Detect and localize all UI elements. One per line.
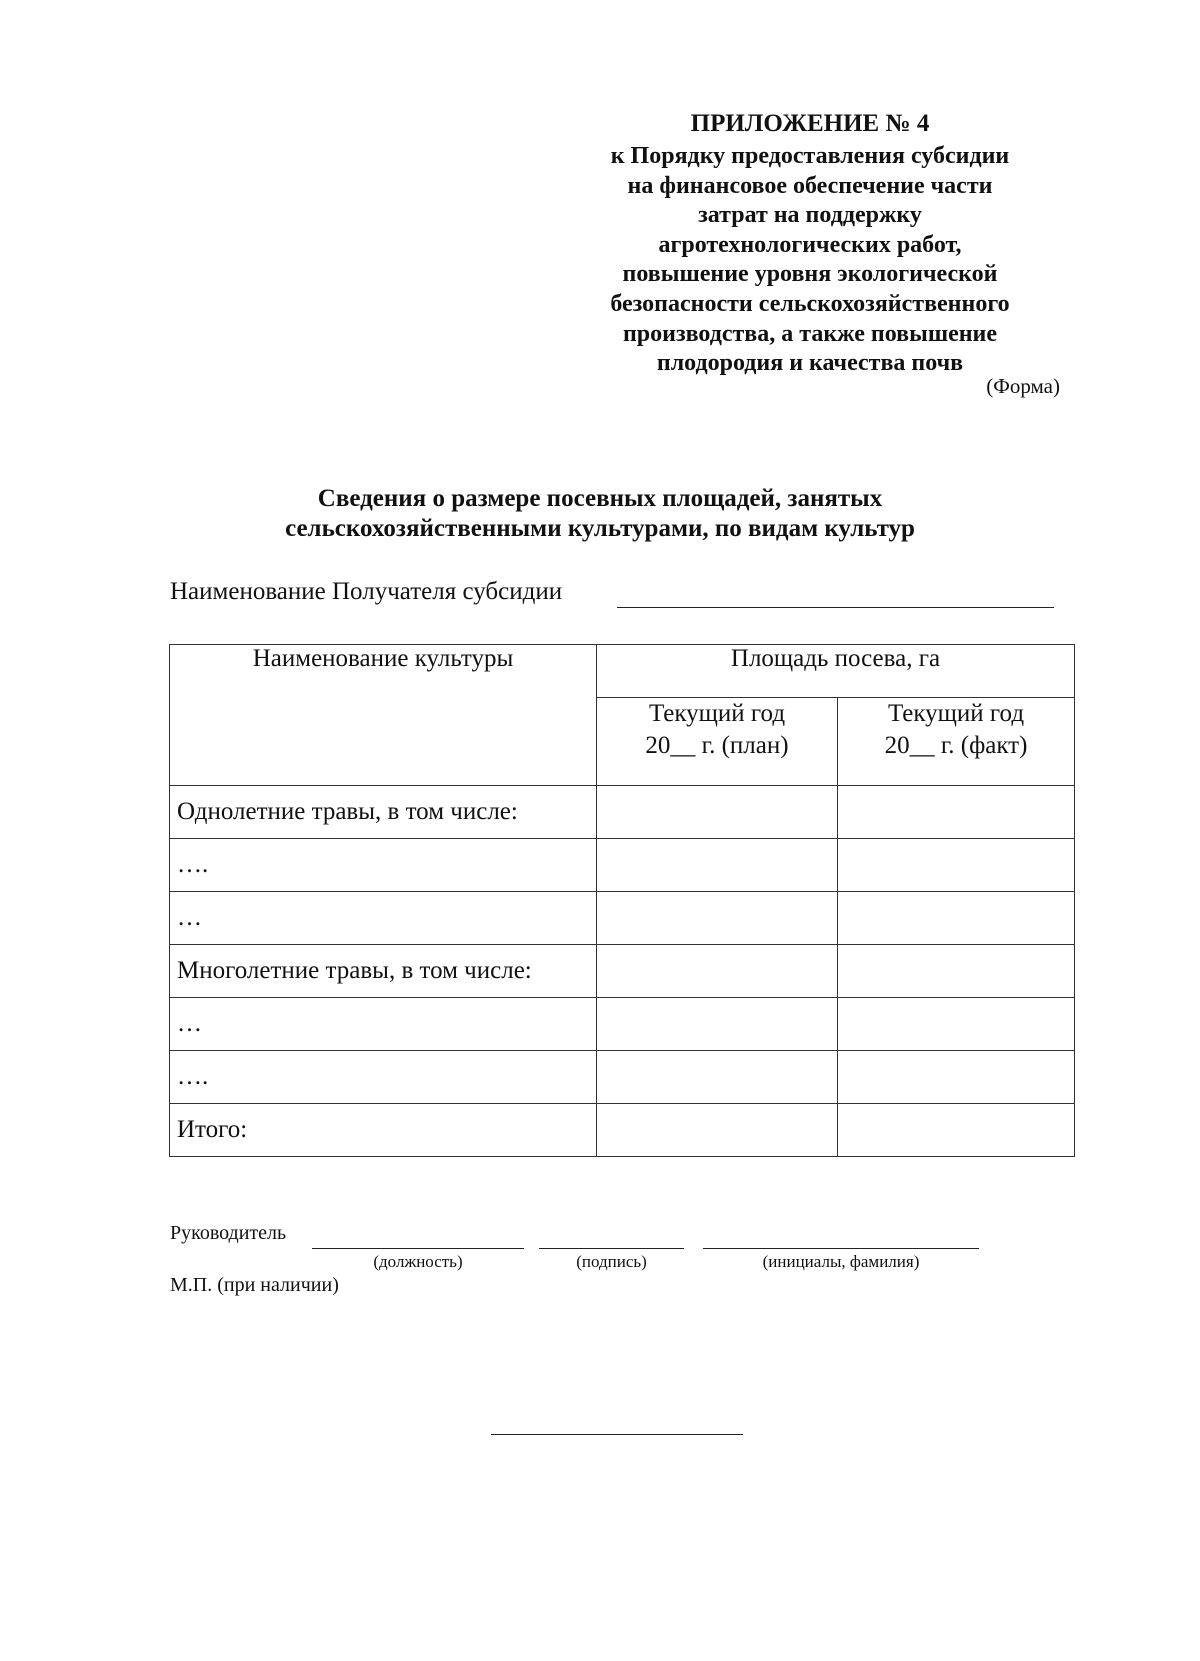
- recipient-label: Наименование Получателя субсидии: [170, 578, 563, 605]
- plan-area-cell[interactable]: [597, 892, 838, 945]
- plan-area-cell[interactable]: [597, 945, 838, 998]
- form-label: (Форма): [986, 374, 1060, 398]
- table-row: [170, 998, 1075, 1051]
- header-fact-year: [838, 698, 1075, 786]
- annex-line: к Порядку предоставления субсидии: [610, 143, 1010, 169]
- header-sown-area: Площадь посева, га: [597, 645, 1075, 698]
- header-fact-line: 20__ г. (факт): [884, 732, 1028, 759]
- annex-line: агротехнологических работ,: [658, 231, 962, 258]
- fact-area-cell[interactable]: [838, 945, 1075, 998]
- table-row: [170, 945, 1075, 998]
- annex-line: плодородия и качества почв: [656, 350, 964, 377]
- annex-line: затрат на поддержку: [698, 202, 922, 229]
- fact-area-cell[interactable]: [838, 998, 1075, 1051]
- annex-line: повышение уровня экологической: [622, 261, 998, 288]
- table-row: [170, 839, 1075, 892]
- header-plan-line: 20__ г. (план): [645, 732, 789, 759]
- end-divider: [491, 1434, 743, 1435]
- recipient-name-field[interactable]: [617, 607, 1054, 608]
- header-plan-year: [597, 698, 838, 786]
- crop-name-cell: Однолетние травы, в том числе:: [170, 786, 597, 839]
- document-title-line: Сведения о размере посевных площадей, занятых: [317, 485, 883, 512]
- table-row: [170, 1104, 1075, 1157]
- plan-area-cell[interactable]: [597, 998, 838, 1051]
- table-row: [170, 892, 1075, 945]
- header-plan-line: Текущий год: [648, 700, 786, 727]
- crop-name-cell: Многолетние травы, в том числе:: [170, 945, 597, 998]
- fact-area-cell[interactable]: [838, 839, 1075, 892]
- crop-area-table: [169, 644, 1075, 1157]
- head-label: Руководитель: [170, 1222, 287, 1244]
- crop-name-cell: ….: [170, 1051, 597, 1104]
- document-title: [200, 484, 1000, 544]
- annex-line: на финансовое обеспечение части: [627, 172, 993, 199]
- signature-hint: (подпись): [576, 1252, 647, 1271]
- fact-area-cell[interactable]: [838, 1104, 1075, 1157]
- crop-name-cell: ….: [170, 839, 597, 892]
- crop-name-cell: …: [170, 892, 597, 945]
- header-fact-line: Текущий год: [887, 700, 1025, 727]
- fact-area-cell[interactable]: [838, 786, 1075, 839]
- position-field[interactable]: [312, 1248, 524, 1249]
- annex-title: ПРИЛОЖЕНИЕ № 4: [690, 110, 930, 137]
- document-title-line: сельскохозяйственными культурами, по видам культур: [285, 515, 915, 542]
- header-crop-name: Наименование культуры: [170, 645, 597, 786]
- crop-name-cell: …: [170, 998, 597, 1051]
- position-hint: (должность): [373, 1252, 463, 1271]
- table-row: [170, 786, 1075, 839]
- crop-name-cell: Итого:: [170, 1104, 597, 1157]
- plan-area-cell[interactable]: [597, 786, 838, 839]
- plan-area-cell[interactable]: [597, 839, 838, 892]
- signature-field[interactable]: [539, 1248, 684, 1249]
- stamp-label: М.П. (при наличии): [170, 1274, 339, 1296]
- annex-line: безопасности сельскохозяйственного: [610, 290, 1010, 317]
- name-field[interactable]: [703, 1248, 979, 1249]
- fact-area-cell[interactable]: [838, 1051, 1075, 1104]
- plan-area-cell[interactable]: [597, 1051, 838, 1104]
- fact-area-cell[interactable]: [838, 892, 1075, 945]
- name-hint: (инициалы, фамилия): [762, 1252, 920, 1271]
- annex-line: производства, а также повышение: [622, 320, 998, 347]
- plan-area-cell[interactable]: [597, 1104, 838, 1157]
- table-row: [170, 1051, 1075, 1104]
- annex-header: [560, 108, 1060, 379]
